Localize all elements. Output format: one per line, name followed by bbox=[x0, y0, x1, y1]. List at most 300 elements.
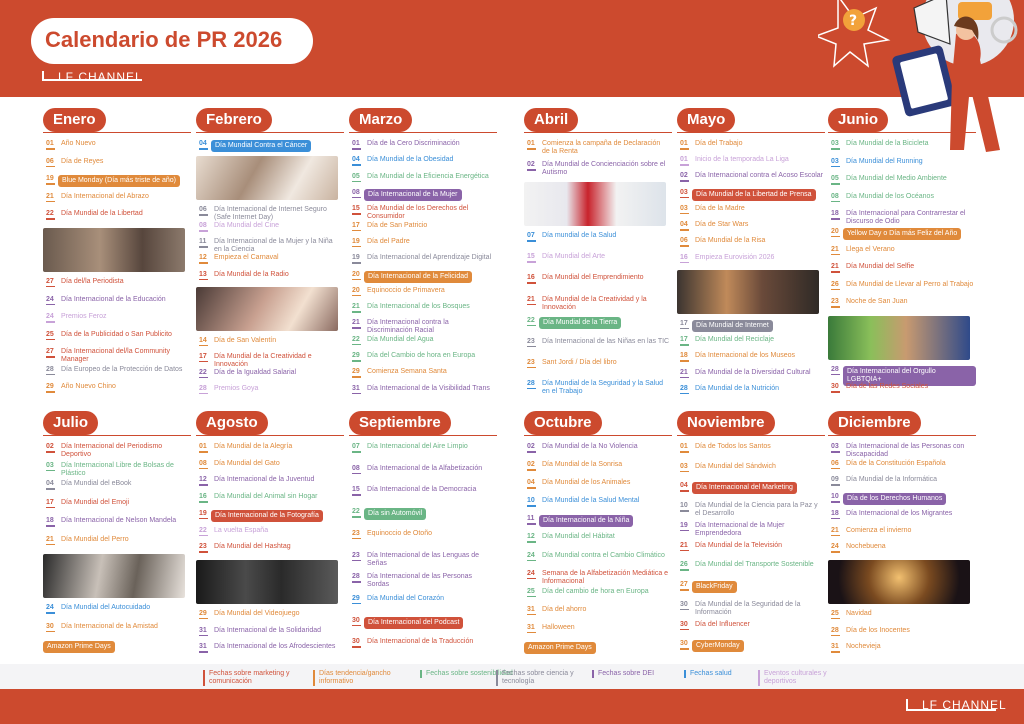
event-label: BlackFriday bbox=[692, 581, 737, 593]
calendar-event bbox=[349, 173, 497, 181]
event-label: Día Mundial de Llevar al Perro al Trabajo bbox=[846, 280, 974, 288]
legend-item: Días tendencia/gancho informativo bbox=[313, 670, 409, 686]
calendar-event bbox=[524, 606, 672, 614]
event-day: 12 bbox=[199, 254, 207, 262]
event-label: Día Mundial de la Radio bbox=[214, 270, 289, 278]
event-label: Día de Todos los Santos bbox=[695, 443, 771, 450]
calendar-event bbox=[828, 460, 976, 468]
calendar-event bbox=[196, 353, 344, 369]
event-day: 15 bbox=[352, 205, 360, 213]
event-day: 16 bbox=[527, 274, 535, 282]
calendar-event bbox=[677, 140, 825, 148]
calendar-event bbox=[524, 552, 672, 560]
month-header bbox=[43, 411, 191, 437]
event-label: Premios Goya bbox=[214, 384, 259, 392]
event-label: Día de la Igualdad Salarial bbox=[214, 368, 297, 376]
event-day: 24 bbox=[831, 543, 839, 551]
event-label: Amazon Prime Days bbox=[43, 641, 115, 653]
event-label: Noche de San Juan bbox=[846, 298, 908, 306]
event-day: 17 bbox=[680, 319, 688, 327]
calendar-event bbox=[349, 319, 497, 335]
event-label: Día Mundial de los Derechos del Consumidor bbox=[367, 205, 469, 221]
event-day: 12 bbox=[199, 476, 207, 484]
event-label: Día mundial de la Salud bbox=[542, 232, 617, 240]
calendar-event bbox=[196, 369, 344, 377]
event-day: 19 bbox=[352, 254, 360, 262]
event-label: Día Internacional de los Bosques bbox=[367, 303, 470, 311]
calendar-event bbox=[349, 254, 497, 262]
event-label: Sant Jordi / Día del libro bbox=[542, 358, 617, 366]
event-label: Día Internacional contra el Acoso Escolar bbox=[695, 172, 824, 180]
event-day: 21 bbox=[831, 245, 839, 253]
month-title: Mayo bbox=[677, 108, 735, 132]
event-label: Día Mundial de Internet bbox=[692, 320, 773, 332]
calendar-event bbox=[349, 617, 497, 629]
calendar-event bbox=[349, 443, 497, 451]
event-day: 30 bbox=[352, 638, 360, 646]
calendar-event bbox=[43, 158, 191, 166]
event-day: 29 bbox=[352, 352, 360, 360]
calendar-event bbox=[349, 336, 497, 344]
event-label: Día Internacional de la Visibilidad Trans bbox=[367, 384, 490, 392]
event-day: 23 bbox=[527, 337, 535, 345]
month-title: Marzo bbox=[349, 108, 412, 132]
event-day: 10 bbox=[680, 502, 688, 510]
calendar-event bbox=[677, 352, 825, 360]
calendar-event bbox=[196, 140, 344, 152]
calendar-event bbox=[196, 271, 344, 279]
calendar-event bbox=[524, 140, 672, 156]
calendar-event bbox=[196, 643, 344, 651]
calendar-event bbox=[349, 595, 497, 603]
event-label: Día Mundial de la Televisión bbox=[695, 541, 783, 549]
month-photo bbox=[828, 316, 970, 360]
event-label: Día Internacional de las Personas Sordas bbox=[367, 573, 473, 589]
event-day: 18 bbox=[680, 352, 688, 360]
event-day: 11 bbox=[199, 238, 207, 246]
month-divider bbox=[677, 132, 825, 133]
calendar-event bbox=[349, 552, 497, 568]
calendar-event bbox=[43, 480, 191, 488]
month-divider bbox=[524, 132, 672, 133]
event-day: 16 bbox=[680, 253, 688, 261]
event-label: Premios Feroz bbox=[61, 313, 107, 321]
month-junio bbox=[828, 108, 976, 401]
calendar-event bbox=[677, 640, 825, 652]
event-day: 06 bbox=[680, 237, 688, 245]
calendar-event bbox=[43, 641, 191, 653]
month-header bbox=[524, 411, 672, 437]
calendar-event bbox=[828, 210, 976, 226]
calendar-event bbox=[828, 643, 976, 651]
event-day: 06 bbox=[831, 459, 839, 467]
calendar-event bbox=[349, 271, 497, 283]
month-title: Enero bbox=[43, 108, 106, 132]
event-day: 22 bbox=[199, 526, 207, 534]
event-label: Día Mundial de la Salud Mental bbox=[542, 497, 640, 505]
event-label: CyberMonday bbox=[692, 640, 744, 652]
event-day: 01 bbox=[680, 140, 688, 147]
event-day: 03 bbox=[831, 140, 839, 147]
event-label: Día Mundial de la No Violencia bbox=[542, 443, 638, 450]
event-label: Año Nuevo Chino bbox=[61, 383, 116, 391]
event-label: Día de las Redes Sociales bbox=[846, 383, 929, 391]
month-photo bbox=[196, 156, 338, 200]
calendar-event bbox=[349, 530, 497, 538]
calendar-event bbox=[196, 493, 344, 501]
event-label: Día Internacional de la Mujer y la Niña en la Ciencia bbox=[214, 238, 333, 254]
event-day: 01 bbox=[680, 156, 688, 164]
calendar-event bbox=[43, 443, 191, 459]
calendar-event bbox=[677, 522, 825, 538]
event-day: 08 bbox=[352, 188, 360, 196]
calendar-event bbox=[828, 281, 976, 289]
month-divider bbox=[677, 435, 825, 436]
calendar-event bbox=[349, 368, 497, 376]
calendar-event bbox=[524, 533, 672, 541]
calendar-event bbox=[677, 502, 825, 518]
event-label: Día de los Inocentes bbox=[846, 626, 910, 634]
calendar-event bbox=[677, 542, 825, 550]
event-label: Día Internacional del Periodismo Deportivo bbox=[61, 443, 163, 458]
month-enero bbox=[43, 108, 191, 401]
calendar-event bbox=[43, 536, 191, 544]
event-label: Día Mundial de la Libertad de Prensa bbox=[692, 189, 816, 201]
event-day: 05 bbox=[831, 175, 839, 183]
event-label: Semana de la Alfabetización Mediática e Informacional bbox=[542, 569, 669, 585]
event-label: Día Mundial del Hábitat bbox=[542, 533, 615, 541]
legend-item: Fechas salud bbox=[684, 670, 780, 678]
event-label: Día Internacional de la Educación bbox=[61, 295, 166, 303]
event-label: Día Internacional de las Personas con Discapacidad bbox=[846, 443, 965, 458]
month-photo bbox=[677, 270, 819, 314]
month-divider bbox=[196, 132, 344, 133]
event-label: Día Internacional del/la Community Manager bbox=[61, 348, 170, 364]
event-label: Yellow Day o Día más Feliz del Año bbox=[843, 228, 961, 240]
event-day: 31 bbox=[527, 623, 535, 631]
event-day: 03 bbox=[680, 204, 688, 212]
calendar-event bbox=[677, 482, 825, 494]
month-divider bbox=[828, 132, 976, 133]
month-agosto bbox=[196, 411, 344, 660]
event-day: 21 bbox=[680, 368, 688, 376]
calendar-event bbox=[43, 462, 191, 478]
calendar-event bbox=[524, 461, 672, 469]
event-day: 03 bbox=[46, 461, 54, 469]
calendar-event bbox=[524, 232, 672, 240]
month-febrero bbox=[196, 108, 344, 401]
month-mayo bbox=[677, 108, 825, 401]
calendar-event bbox=[828, 263, 976, 271]
event-label: Día del Cambio de hora en Europa bbox=[367, 352, 476, 360]
event-label: Día Internacional de Internet Seguro (Safe Internet Day) bbox=[214, 206, 327, 222]
event-label: Día Internacional de la Solidaridad bbox=[214, 626, 322, 634]
month-divider bbox=[349, 132, 497, 133]
calendar-event bbox=[196, 222, 344, 230]
event-label: Día de la Madre bbox=[695, 204, 745, 212]
event-day: 01 bbox=[46, 140, 54, 147]
footer-logo: LF CHANNEL bbox=[922, 698, 1007, 712]
calendar-event bbox=[524, 588, 672, 596]
month-header bbox=[677, 108, 825, 134]
calendar-event bbox=[196, 627, 344, 635]
event-day: 25 bbox=[527, 587, 535, 595]
event-day: 19 bbox=[352, 237, 360, 245]
event-label: Día Internacional de la Felicidad bbox=[364, 271, 472, 283]
event-day: 02 bbox=[680, 172, 688, 180]
event-label: Día Mundial del Sándwich bbox=[695, 462, 776, 470]
event-label: Día Mundial de la Diversidad Cultural bbox=[695, 368, 811, 376]
calendar-event bbox=[196, 385, 344, 393]
calendar-event bbox=[828, 140, 976, 148]
month-divider bbox=[349, 435, 497, 436]
event-label: Día Internacional de la Fotografía bbox=[211, 510, 323, 522]
event-label: Comienza la campaña de Declaración de la Renta bbox=[542, 140, 661, 155]
event-day: 28 bbox=[46, 365, 54, 373]
event-label: Día Mundial Contra el Cáncer bbox=[211, 140, 311, 152]
calendar-event bbox=[677, 463, 825, 471]
event-day: 17 bbox=[680, 336, 688, 344]
event-label: Día Mundial del Emoji bbox=[61, 498, 130, 506]
month-octubre bbox=[524, 411, 672, 660]
event-label: Llega el Verano bbox=[846, 245, 895, 253]
event-label: Día Mundial de la Tierra bbox=[539, 317, 621, 329]
event-label: Día Mundial del Corazón bbox=[367, 594, 445, 602]
calendar-event bbox=[524, 274, 672, 282]
event-label: Amazon Prime Days bbox=[524, 642, 596, 654]
event-label: Día Mundial de la Ciencia para la Paz y el Desarrollo bbox=[695, 502, 818, 518]
month-divider bbox=[828, 435, 976, 436]
calendar-event bbox=[828, 228, 976, 240]
month-diciembre bbox=[828, 411, 976, 660]
legend-item: Fechas sobre sostenibilidad bbox=[420, 670, 516, 678]
calendar-event bbox=[677, 156, 825, 164]
month-header bbox=[196, 108, 344, 134]
event-day: 27 bbox=[46, 277, 54, 285]
event-day: 21 bbox=[831, 526, 839, 534]
event-label: Día de los Derechos Humanos bbox=[843, 493, 946, 505]
calendar-event bbox=[677, 561, 825, 569]
calendar-event bbox=[196, 254, 344, 262]
event-label: Día Mundial del Arte bbox=[542, 253, 606, 261]
month-divider bbox=[43, 435, 191, 436]
month-header bbox=[196, 411, 344, 437]
month-title: Abril bbox=[524, 108, 578, 132]
event-day: 31 bbox=[831, 643, 839, 651]
event-label: Navidad bbox=[846, 609, 872, 617]
event-day: 01 bbox=[527, 140, 535, 147]
calendar-event bbox=[828, 527, 976, 535]
event-label: Halloween bbox=[542, 623, 575, 631]
event-label: Día de la Publicidad o San Publicito bbox=[61, 330, 172, 338]
calendar-event bbox=[524, 515, 672, 527]
event-day: 19 bbox=[199, 509, 207, 517]
month-title: Agosto bbox=[196, 411, 268, 435]
event-label: Día Internacional de la Traducción bbox=[367, 638, 474, 646]
event-day: 19 bbox=[46, 175, 54, 183]
event-label: Día Mundial de la Seguridad de la Información bbox=[695, 600, 801, 616]
event-day: 14 bbox=[199, 336, 207, 344]
calendar-event bbox=[349, 156, 497, 164]
event-label: Día Mundial del Perro bbox=[61, 535, 129, 543]
calendar-event bbox=[43, 278, 191, 286]
event-day: 04 bbox=[527, 479, 535, 487]
event-day: 02 bbox=[46, 443, 54, 450]
event-label: Día Internacional Libre de Bolsas de Plástico bbox=[61, 461, 174, 477]
event-label: Día del ahorro bbox=[542, 605, 587, 613]
calendar-event bbox=[349, 486, 497, 494]
event-day: 24 bbox=[46, 604, 54, 612]
event-day: 24 bbox=[46, 313, 54, 321]
event-day: 30 bbox=[831, 383, 839, 391]
event-day: 01 bbox=[680, 443, 688, 450]
calendar-event bbox=[828, 493, 976, 505]
calendar-event bbox=[43, 331, 191, 339]
calendar-event bbox=[828, 246, 976, 254]
month-julio bbox=[43, 411, 191, 660]
calendar-event bbox=[828, 298, 976, 306]
calendar-event bbox=[828, 443, 976, 459]
month-photo bbox=[828, 560, 970, 604]
event-day: 17 bbox=[352, 221, 360, 229]
calendar-event bbox=[43, 175, 191, 187]
event-label: Empieza el Carnaval bbox=[214, 254, 279, 262]
event-day: 28 bbox=[831, 365, 839, 373]
event-label: La vuelta España bbox=[214, 526, 269, 534]
month-abril bbox=[524, 108, 672, 401]
event-day: 03 bbox=[831, 443, 839, 450]
calendar-event bbox=[43, 623, 191, 631]
calendar-event bbox=[349, 222, 497, 230]
event-day: 21 bbox=[680, 541, 688, 549]
event-day: 08 bbox=[352, 464, 360, 472]
calendar-event bbox=[677, 320, 825, 332]
calendar-event bbox=[196, 610, 344, 618]
event-label: Día Mundial del Running bbox=[846, 157, 923, 165]
event-day: 26 bbox=[831, 280, 839, 288]
month-septiembre bbox=[349, 411, 497, 660]
event-day: 21 bbox=[527, 295, 535, 303]
event-label: Día Internacional de la Mujer bbox=[364, 189, 462, 201]
event-day: 21 bbox=[352, 319, 360, 327]
event-label: Día del cambio de hora en Europa bbox=[542, 587, 649, 595]
event-day: 24 bbox=[527, 551, 535, 559]
event-day: 28 bbox=[352, 573, 360, 581]
event-day: 06 bbox=[46, 157, 54, 165]
legend-item: Fechas sobre DEI bbox=[592, 670, 688, 678]
event-label: Día Internacional del Marketing bbox=[692, 482, 797, 494]
month-divider bbox=[524, 435, 672, 436]
event-day: 18 bbox=[831, 509, 839, 517]
event-label: Nochevieja bbox=[846, 643, 881, 651]
calendar-event bbox=[677, 621, 825, 629]
event-day: 07 bbox=[352, 443, 360, 450]
event-day: 28 bbox=[831, 626, 839, 634]
event-label: Día Mundial de la Obesidad bbox=[367, 156, 454, 164]
event-label: Día Internacional de las Lenguas de Señas bbox=[367, 551, 480, 567]
calendar-event bbox=[196, 543, 344, 551]
calendar-event bbox=[43, 499, 191, 507]
calendar-event bbox=[828, 510, 976, 518]
event-day: 06 bbox=[199, 206, 207, 214]
event-day: 18 bbox=[831, 210, 839, 218]
calendar-event bbox=[349, 238, 497, 246]
event-label: Día Mundial del Videojuego bbox=[214, 609, 300, 617]
event-day: 18 bbox=[46, 517, 54, 525]
calendar-event bbox=[524, 359, 672, 367]
event-day: 15 bbox=[352, 486, 360, 494]
event-day: 30 bbox=[352, 616, 360, 624]
calendar-event bbox=[196, 206, 344, 222]
calendar-event bbox=[43, 517, 191, 525]
event-day: 08 bbox=[199, 459, 207, 467]
brand-logo: LF CHANNEL bbox=[58, 70, 143, 84]
event-day: 15 bbox=[527, 253, 535, 261]
month-photo bbox=[524, 182, 666, 226]
legend-item: Eventos culturales y deportivos bbox=[758, 670, 848, 686]
calendar-event bbox=[349, 385, 497, 393]
calendar-event bbox=[524, 296, 672, 312]
month-photo bbox=[43, 228, 185, 272]
calendar-event bbox=[828, 383, 976, 391]
event-label: Día Internacional de Nelson Mandela bbox=[61, 517, 177, 525]
calendar-event bbox=[524, 317, 672, 329]
event-day: 04 bbox=[680, 221, 688, 229]
svg-text:?: ? bbox=[849, 13, 858, 29]
event-label: Día Internacional de la Mujer Emprendedora bbox=[695, 521, 785, 537]
event-day: 10 bbox=[831, 493, 839, 501]
month-title: Julio bbox=[43, 411, 98, 435]
calendar-event bbox=[828, 610, 976, 618]
event-day: 27 bbox=[46, 348, 54, 356]
event-label: Día Internacional para Contrarrestar el Discurso de Odio bbox=[846, 210, 966, 226]
calendar-event bbox=[43, 366, 191, 374]
calendar-event bbox=[677, 601, 825, 617]
event-day: 24 bbox=[46, 295, 54, 303]
event-day: 22 bbox=[46, 210, 54, 218]
event-day: 17 bbox=[199, 352, 207, 360]
event-label: Día de la Cero Discriminación bbox=[367, 140, 460, 147]
calendar-event bbox=[677, 172, 825, 180]
calendar-event bbox=[524, 479, 672, 487]
event-label: Día Mundial de la Alegría bbox=[214, 443, 293, 450]
event-day: 12 bbox=[527, 533, 535, 541]
calendar-event bbox=[196, 337, 344, 345]
event-day: 02 bbox=[527, 461, 535, 469]
calendar-event bbox=[196, 238, 344, 254]
event-label: Comienza Semana Santa bbox=[367, 368, 447, 376]
event-label: Día Mundial del Autocuidado bbox=[61, 604, 151, 612]
event-day: 29 bbox=[46, 383, 54, 391]
event-label: Día Mundial contra el Cambio Climático bbox=[542, 551, 665, 559]
calendar-event bbox=[196, 510, 344, 522]
event-label: Día Internacional de la Juventud bbox=[214, 476, 315, 484]
calendar-event bbox=[677, 385, 825, 393]
event-label: Día Mundial del eBook bbox=[61, 480, 132, 488]
event-label: Día Mundial del Emprendimiento bbox=[542, 274, 644, 282]
month-header bbox=[43, 108, 191, 134]
calendar-event bbox=[828, 476, 976, 484]
calendar-event bbox=[677, 205, 825, 213]
event-label: Día del Trabajo bbox=[695, 140, 743, 147]
event-label: Día Mundial del Agua bbox=[367, 335, 434, 343]
event-day: 23 bbox=[199, 543, 207, 551]
event-label: Día Internacional de la Amistad bbox=[61, 622, 158, 630]
event-label: Día Internacional del Podcast bbox=[364, 617, 463, 629]
month-photo bbox=[43, 554, 185, 598]
event-label: Año Nuevo bbox=[61, 140, 96, 147]
month-title: Octubre bbox=[524, 411, 602, 435]
